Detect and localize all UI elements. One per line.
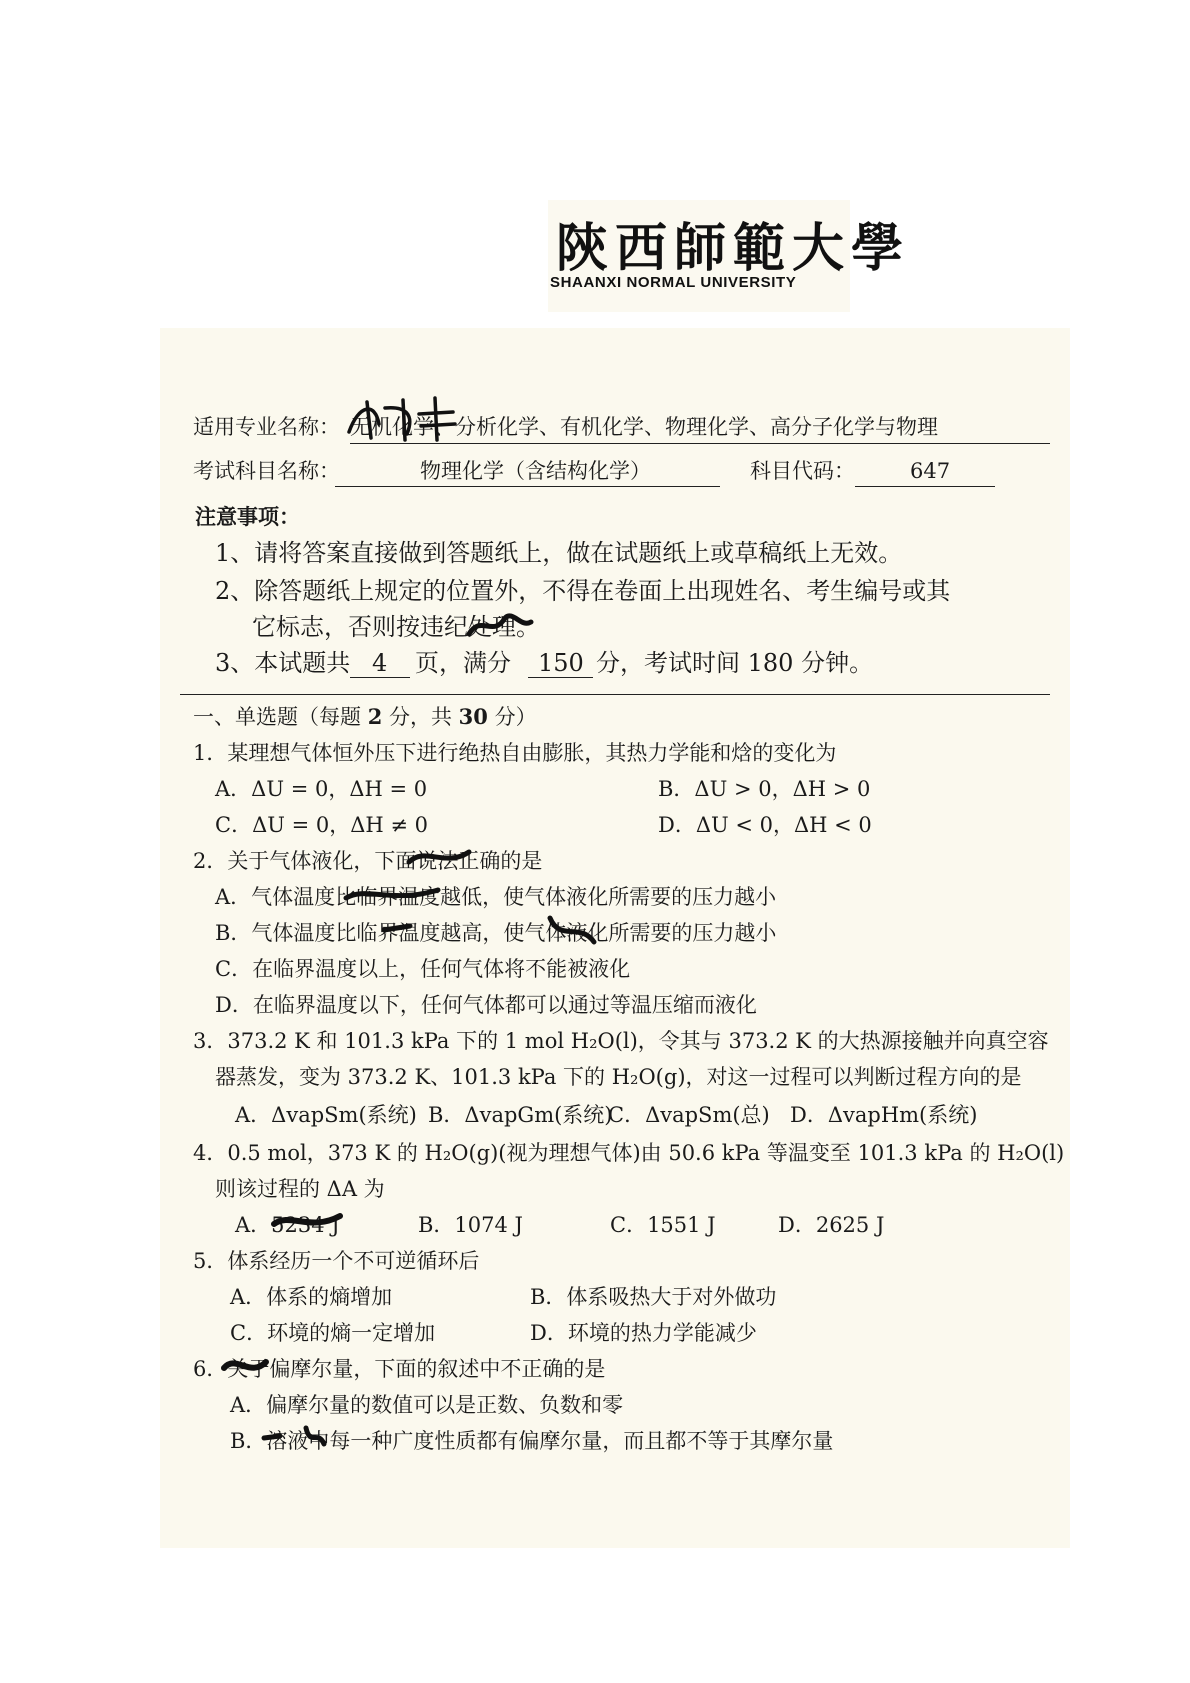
handwritten-scribble: [405, 842, 475, 872]
points-each: 2: [367, 704, 383, 729]
major-label: 适用专业名称：: [193, 415, 340, 439]
question-4-stem-line-1: 4．0.5 mol，373 K 的 H₂O(g)(视为理想气体)由 50.6 kPa 等温变至 101.3 kPa 的 H₂O(l): [193, 1141, 1065, 1165]
section-title-part: 一、单选题（每题: [193, 705, 368, 729]
section-title: [193, 704, 537, 730]
question-3-option-c: C．ΔvapSm(总): [608, 1103, 770, 1127]
question-2-option-c: C．在临界温度以上，任何气体将不能被液化: [215, 957, 631, 981]
code-underline: [855, 486, 995, 487]
total-score: 150: [538, 649, 584, 677]
pages-underline: [350, 677, 410, 678]
question-4-option-b: B．1074 J: [418, 1213, 523, 1237]
question-2-option-d: D．在临界温度以下，任何气体都可以通过等温压缩而液化: [215, 993, 757, 1017]
notice-title: 注意事项：: [195, 504, 300, 529]
question-6-option-a: A．偏摩尔量的数值可以是正数、负数和零: [230, 1393, 624, 1417]
handwritten-scribble: [380, 912, 620, 948]
handwritten-scribble: [345, 394, 465, 444]
section-title-part: 分）: [487, 705, 537, 729]
subject-label: 考试科目名称：: [193, 459, 340, 483]
points-total: 30: [458, 704, 488, 729]
question-5-option-b: B．体系吸热大于对外做功: [530, 1285, 777, 1309]
score-underline: [528, 677, 593, 678]
question-3-option-a: A．ΔvapSm(系统): [235, 1103, 417, 1127]
section-title-part: 分，共: [382, 705, 459, 729]
logo-chinese-name: 陝西師範大學: [556, 218, 911, 279]
question-1-option-d: D．ΔU < 0，ΔH < 0: [658, 813, 872, 837]
notice-item-3-mid: 页，满分: [415, 649, 511, 677]
notice-item-1: 1、请将答案直接做到答题纸上，做在试题纸上或草稿纸上无效。: [215, 539, 903, 567]
question-5-option-d: D．环境的热力学能减少: [530, 1321, 757, 1345]
question-4-option-a: A．5234 J: [235, 1213, 340, 1237]
handwritten-scribble: [270, 1202, 350, 1238]
notice-item-2: 2、除答题纸上规定的位置外，不得在卷面上出现姓名、考生编号或其: [215, 577, 951, 605]
handwritten-scribble: [260, 1420, 330, 1454]
handwritten-scribble: [465, 608, 535, 642]
question-4-option-d: D．2625 J: [778, 1213, 885, 1237]
question-4-stem-line-2: 则该过程的 ΔA 为: [215, 1177, 385, 1201]
question-1-stem: 1．某理想气体恒外压下进行绝热自由膨胀，其热力学能和焓的变化为: [193, 741, 837, 765]
exam-sheet: [160, 328, 1070, 1548]
question-5-option-c: C．环境的熵一定增加: [230, 1321, 436, 1345]
question-1-option-b: B．ΔU > 0，ΔH > 0: [658, 777, 871, 801]
code-value: 647: [910, 459, 951, 483]
question-1-option-a: A．ΔU = 0，ΔH = 0: [215, 777, 428, 801]
question-6-stem: 6．关于偏摩尔量，下面的叙述中不正确的是: [193, 1357, 606, 1381]
divider-line: [180, 694, 1050, 695]
logo-english-name: SHAANXI NORMAL UNIVERSITY: [550, 274, 797, 291]
question-1-option-c: C．ΔU = 0，ΔH ≠ 0: [215, 813, 429, 837]
notice-item-3-suffix: 分，考试时间 180 分钟。: [596, 649, 874, 677]
question-3-option-b: B．ΔvapGm(系统): [428, 1103, 613, 1127]
subject-value: 物理化学（含结构化学）: [420, 459, 651, 483]
handwritten-scribble: [220, 1348, 270, 1384]
question-5-option-a: A．体系的熵增加: [230, 1285, 393, 1309]
question-2-option-b: B．气体温度比临界温度越高，使气体液化所需要的压力越小: [215, 921, 777, 945]
question-2-option-a: A．气体温度比临界温度越低，使气体液化所需要的压力越小: [215, 885, 777, 909]
question-6-option-b: B．溶液中每一种广度性质都有偏摩尔量，而且都不等于其摩尔量: [230, 1429, 834, 1453]
subject-underline: [335, 486, 720, 487]
question-5-stem: 5．体系经历一个不可逆循环后: [193, 1249, 480, 1273]
handwritten-scribble: [342, 876, 442, 910]
notice-item-3-prefix: 3、本试题共: [215, 649, 351, 677]
question-2-stem: 2．关于气体液化，下面说法正确的是: [193, 849, 543, 873]
total-pages: 4: [372, 649, 388, 677]
code-label: 科目代码：: [750, 459, 855, 483]
question-3-stem-line-2: 器蒸发，变为 373.2 K、101.3 kPa 下的 H₂O(g)，对这一过程可以判断过程方向的是: [215, 1065, 1022, 1089]
university-logo: [548, 200, 911, 312]
notice-item-2-continued: 它标志，否则按违纪处理。: [252, 613, 540, 641]
question-3-option-d: D．ΔvapHm(系统): [790, 1103, 978, 1127]
major-value: 无机化学、分析化学、有机化学、物理化学、高分子化学与物理: [350, 415, 938, 439]
question-3-stem-line-1: 3．373.2 K 和 101.3 kPa 下的 1 mol H₂O(l)，令其与 373.2 K 的大热源接触并向真空容: [193, 1029, 1049, 1053]
question-4-option-c: C．1551 J: [610, 1213, 716, 1237]
